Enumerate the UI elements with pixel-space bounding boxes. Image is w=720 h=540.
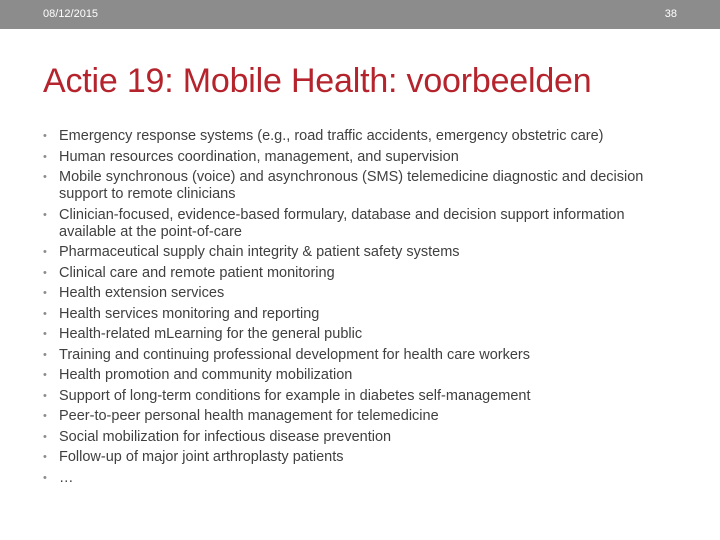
list-item-text: …	[59, 469, 74, 486]
list-item	[43, 367, 683, 384]
list-item	[43, 207, 683, 241]
slide-date: 08/12/2015	[43, 8, 99, 20]
list-item-text: Peer-to-peer personal health management for telemedicine	[59, 408, 439, 424]
bullet-icon: •	[43, 307, 47, 320]
list-item	[43, 408, 683, 425]
list-item-text: Health-related mLearning for the general public	[59, 326, 363, 342]
list-item-text: Health extension services	[59, 285, 225, 301]
list-item	[43, 265, 683, 282]
bullet-icon: •	[43, 328, 47, 340]
list-item-text: Health services monitoring and reporting	[59, 305, 320, 322]
list-item	[43, 306, 683, 323]
slide-page-number: 38	[664, 8, 677, 20]
list-item-text: Health promotion and community mobilization	[59, 367, 353, 383]
list-item	[43, 429, 683, 446]
bullet-icon: •	[43, 410, 47, 422]
bullet-list	[43, 128, 683, 490]
list-item-text: Mobile synchronous (voice) and asynchronous (SMS) telemedicine diagnostic and decision support to remote clinicians	[59, 169, 644, 202]
list-item-text: Training and continuing professional development for health care workers	[59, 346, 530, 363]
bullet-icon: •	[43, 130, 47, 142]
bullet-icon: •	[43, 348, 47, 361]
bullet-icon: •	[43, 287, 47, 299]
slide-title: Actie 19: Mobile Health: voorbeelden	[43, 62, 592, 100]
bullet-icon: •	[43, 150, 47, 163]
list-item-text: Clinical care and remote patient monitoring	[59, 264, 335, 281]
bullet-icon: •	[43, 369, 47, 381]
bullet-icon: •	[43, 171, 47, 183]
list-item	[43, 244, 683, 261]
bullet-icon: •	[43, 389, 47, 402]
list-item	[43, 169, 683, 203]
bullet-icon: •	[43, 246, 47, 258]
list-item-text: Follow-up of major joint arthroplasty patients	[59, 449, 344, 465]
list-item-text: Social mobilization for infectious disease prevention	[59, 428, 392, 445]
bullet-icon: •	[43, 208, 47, 221]
list-item-text: Pharmaceutical supply chain integrity & patient safety systems	[59, 244, 460, 260]
list-item	[43, 449, 683, 466]
list-item	[43, 326, 683, 343]
bullet-icon: •	[43, 266, 47, 279]
list-item	[43, 149, 683, 166]
bullet-icon: •	[43, 471, 47, 484]
list-item	[43, 285, 683, 302]
list-item-text: Human resources coordination, management, and supervision	[59, 148, 459, 165]
header-bar	[0, 0, 720, 29]
list-item	[43, 470, 683, 487]
list-item-text: Support of long-term conditions for example in diabetes self-management	[59, 387, 531, 404]
bullet-icon: •	[43, 430, 47, 443]
list-item	[43, 347, 683, 364]
list-item-text: Clinician-focused, evidence-based formulary, database and decision support information available at the point-of-care	[59, 206, 625, 240]
list-item	[43, 128, 683, 145]
bullet-icon: •	[43, 451, 47, 463]
list-item-text: Emergency response systems (e.g., road traffic accidents, emergency obstetric care)	[59, 128, 604, 144]
list-item	[43, 388, 683, 405]
